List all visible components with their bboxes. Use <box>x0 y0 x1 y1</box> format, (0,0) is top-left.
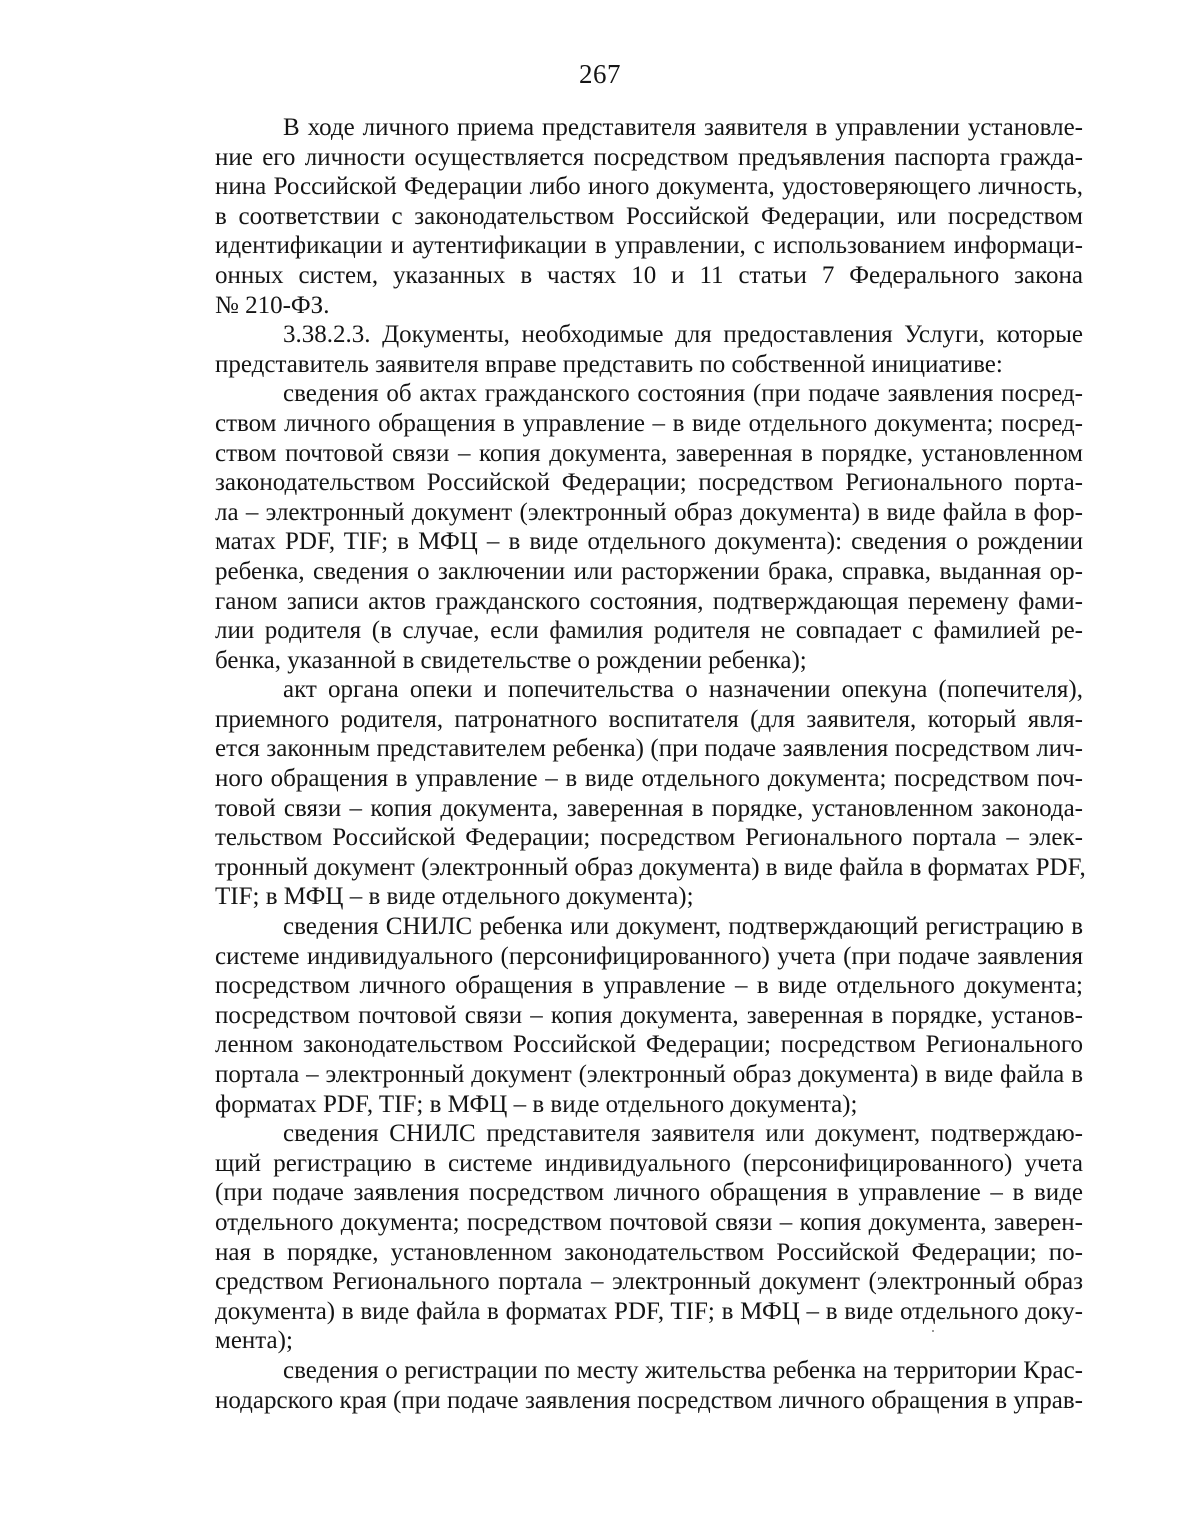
text-line: ленном законодательством Российской Федерации; посредством Регионального <box>215 1031 1083 1059</box>
text-line: нина Российской Федерации либо иного документа, удостоверяющего личность, <box>215 173 1083 201</box>
text-line: ла – электронный документ (электронный образ документа) в виде файла в фор- <box>215 498 1083 526</box>
text-line: мента); <box>215 1327 293 1355</box>
paragraph-guardianship-act <box>215 675 1086 912</box>
document-body <box>215 113 1086 1415</box>
text-line: идентификации и аутентификации в управлении, с использованием информаци- <box>215 232 1083 260</box>
text-line: законодательством Российской Федерации; посредством Регионального порта- <box>215 469 1083 497</box>
text-line: № 210-ФЗ. <box>215 291 330 319</box>
text-line: сведения о регистрации по месту жительства ребенка на территории Крас- <box>283 1356 1083 1384</box>
text-line: тельством Российской Федерации; посредством Регионального портала – элек- <box>215 824 1083 852</box>
text-line: портала – электронный документ (электронный образ документа) в виде файла в <box>215 1061 1083 1088</box>
paragraph-child-registration <box>215 1356 1083 1415</box>
text-line: ством личного обращения в управление – в виде отдельного документа; посред- <box>215 409 1083 437</box>
text-line: нодарского края (при подаче заявления посредством личного обращения в управ- <box>215 1386 1083 1414</box>
text-line: документа) в виде файла в форматах PDF, TIF; в МФЦ – в виде отдельного доку- <box>215 1297 1083 1325</box>
text-line: сведения СНИЛС представителя заявителя или документ, подтверждаю- <box>283 1120 1083 1148</box>
text-line: щий регистрацию в системе индивидуального (персонифицированного) учета <box>215 1149 1083 1177</box>
text-line: отдельного документа; посредством почтовой связи – копия документа, заверен- <box>215 1208 1083 1236</box>
text-line: посредством почтовой связи – копия документа, заверенная в порядке, установ- <box>215 1001 1083 1029</box>
page-number: 267 <box>579 59 621 89</box>
text-line: тронный документ (электронный образ документа) в виде файла в форматах PDF, <box>215 853 1086 881</box>
text-line: системе индивидуального (персонифицированного) учета (при подаче заявления <box>215 942 1083 970</box>
text-line: В ходе личного приема представителя заявителя в управлении установле- <box>283 114 1083 141</box>
text-line: ством почтовой связи – копия документа, заверенная в порядке, установленном <box>215 439 1083 467</box>
text-line: 3.38.2.3. Документы, необходимые для предоставления Услуги, которые <box>283 321 1083 349</box>
paragraph-personal-identification <box>215 113 1083 320</box>
text-line: средством Регионального портала – электронный документ (электронный образ <box>215 1268 1083 1296</box>
text-line: бенка, указанной в свидетельстве о рождении ребенка); <box>215 646 807 674</box>
text-line: лии родителя (в случае, если фамилия родителя не совпадает с фамилией ре- <box>215 617 1083 645</box>
paragraph-3-38-2-3 <box>215 320 1083 379</box>
text-line: акт органа опеки и попечительства о назначении опекуна (попечителя), <box>283 676 1083 704</box>
text-line: в соответствии с законодательством Российской Федерации, или посредством <box>215 202 1083 230</box>
text-line: матах PDF, TIF; в МФЦ – в виде отдельного документа): сведения о рождении <box>215 528 1083 556</box>
text-line: сведения СНИЛС ребенка или документ, подтверждающий регистрацию в <box>283 913 1083 941</box>
text-line: ная в порядке, установленном законодательством Российской Федерации; по- <box>215 1238 1083 1266</box>
text-line: онных систем, указанных в частях 10 и 11 статьи 7 Федерального закона <box>215 261 1083 289</box>
text-line: ребенка, сведения о заключении или расторжении брака, справка, выданная ор- <box>215 557 1083 585</box>
text-line: TIF; в МФЦ – в виде отдельного документа); <box>215 883 694 911</box>
text-line: представитель заявителя вправе представить по собственной инициативе: <box>215 350 1003 378</box>
text-line: посредством личного обращения в управление – в виде отдельного документа; <box>215 972 1083 1000</box>
text-line: форматах PDF, TIF; в МФЦ – в виде отдельного документа); <box>215 1090 858 1118</box>
text-line: ного обращения в управление – в виде отдельного документа; посредством поч- <box>215 765 1083 793</box>
paragraph-representative-snils <box>215 1119 1083 1356</box>
text-line: ется законным представителем ребенка) (при подаче заявления посредством лич- <box>215 735 1083 763</box>
text-line: (при подаче заявления посредством личного обращения в управление – в виде <box>215 1179 1083 1207</box>
text-line: товой связи – копия документа, заверенная в порядке, установленном законода- <box>215 794 1083 822</box>
text-line: ние его личности осуществляется посредством предъявления паспорта гражда- <box>215 143 1083 171</box>
text-line: сведения об актах гражданского состояния (при подаче заявления посред- <box>283 380 1083 408</box>
scan-artifact-dot <box>932 1330 934 1332</box>
paragraph-civil-status-records <box>215 379 1083 675</box>
text-line: ганом записи актов гражданского состояния, подтверждающая перемену фами- <box>215 587 1083 615</box>
paragraph-child-snils <box>215 912 1083 1119</box>
text-line: приемного родителя, патронатного воспитателя (для заявителя, который явля- <box>215 705 1083 733</box>
